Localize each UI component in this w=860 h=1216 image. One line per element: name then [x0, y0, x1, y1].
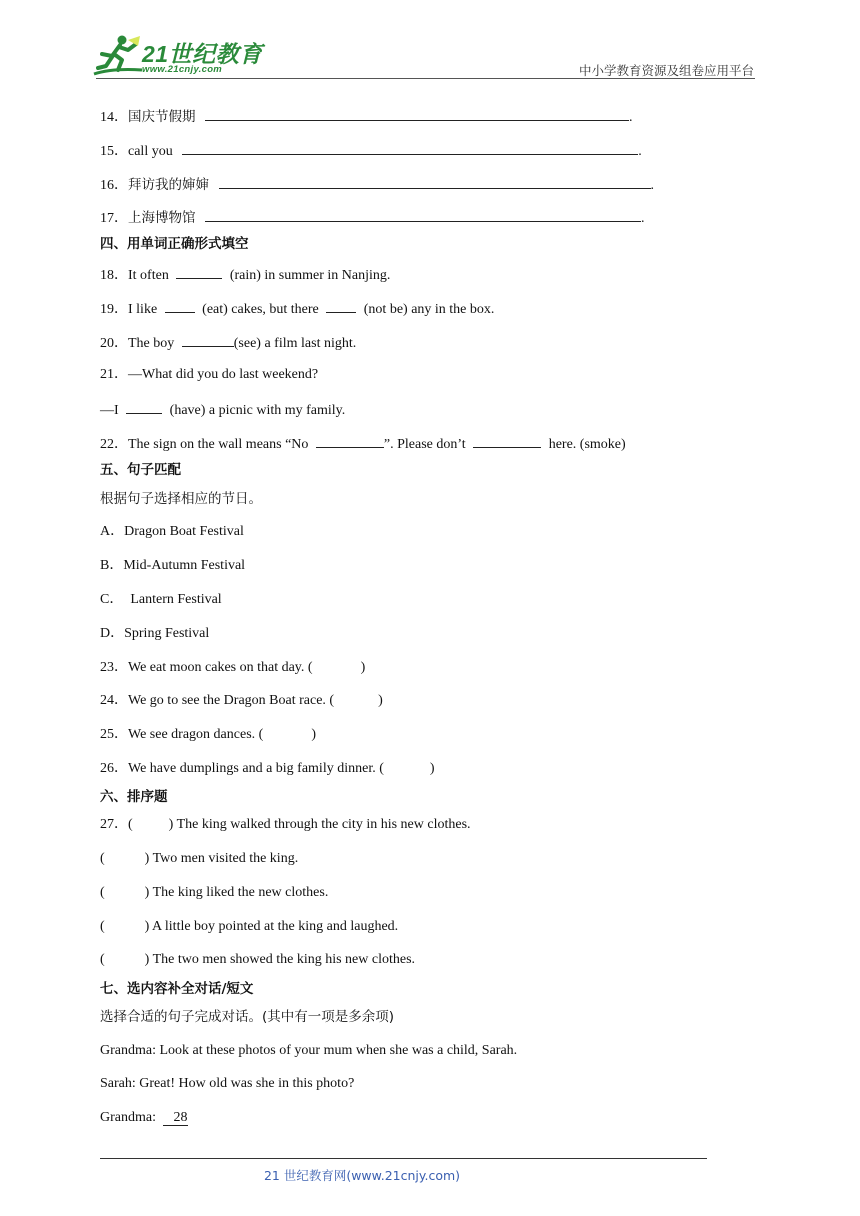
section-4-title: 四、用单词正确形式填空 — [100, 236, 249, 252]
question-15: 15．call you . — [100, 140, 642, 161]
question-16: 16．拜访我的婶婶 . — [100, 174, 654, 195]
question-27-item-3: ( ) The king liked the new clothes. — [100, 885, 329, 900]
question-18: 18．It often (rain) in summer in Nanjing. — [100, 264, 390, 285]
option-a: A．Dragon Boat Festival — [100, 524, 244, 539]
answer-blank[interactable] — [126, 399, 162, 414]
question-14: 14．国庆节假期 . — [100, 106, 633, 127]
question-22: 22．The sign on the wall means “No ”. Please don’t here. (smoke) — [100, 433, 626, 454]
dialogue-line-1: Grandma: Look at these photos of your mum when she was a child, Sarah. — [100, 1043, 518, 1058]
question-17: 17．上海博物馆 . — [100, 207, 645, 228]
answer-blank[interactable] — [205, 207, 641, 222]
section-6-title: 六、排序题 — [100, 789, 168, 805]
logo-text: 21世纪教育 — [142, 41, 263, 67]
answer-blank[interactable] — [326, 298, 356, 313]
section-5-instructions: 根据句子选择相应的节日。 — [100, 491, 262, 507]
question-27-item-4: ( ) A little boy pointed at the king and laughed. — [100, 919, 399, 934]
answer-blank[interactable] — [205, 106, 629, 121]
question-20: 20．The boy (see) a film last night. — [100, 332, 356, 353]
header-divider — [96, 78, 755, 79]
question-27-item-5: ( ) The two men showed the king his new clothes. — [100, 952, 416, 967]
question-26: 26．We have dumplings and a big family dinner. ( ) — [100, 761, 435, 776]
dialogue-line-2: Sarah: Great! How old was she in this photo? — [100, 1076, 355, 1091]
answer-blank[interactable] — [316, 433, 384, 448]
answer-blank[interactable] — [219, 174, 651, 189]
answer-blank[interactable] — [473, 433, 541, 448]
question-19: 19．I like (eat) cakes, but there (not be) any in the box. — [100, 298, 494, 319]
section-7-title: 七、选内容补全对话/短文 — [100, 981, 254, 997]
question-21: 21．—What did you do last weekend? — [100, 367, 319, 382]
answer-blank-28[interactable]: 28 — [163, 1110, 188, 1126]
answer-blank[interactable] — [176, 264, 222, 279]
option-c: C． Lantern Festival — [100, 592, 222, 607]
footer-link[interactable]: 21 世纪教育网(www.21cnjy.com) — [263, 1168, 461, 1183]
runner-logo-icon — [92, 34, 144, 78]
question-27-item-2: ( ) Two men visited the king. — [100, 851, 299, 866]
section-5-title: 五、句子匹配 — [100, 462, 181, 478]
header-slogan: 中小学教育资源及组卷应用平台 — [578, 63, 754, 78]
footer-divider — [100, 1158, 707, 1159]
answer-blank[interactable] — [182, 140, 638, 155]
option-b: B．Mid-Autumn Festival — [100, 558, 246, 573]
question-21-answer: —I (have) a picnic with my family. — [100, 399, 345, 420]
answer-blank[interactable] — [165, 298, 195, 313]
question-24: 24．We go to see the Dragon Boat race. ( ) — [100, 693, 383, 708]
site-logo — [92, 34, 262, 78]
section-7-instructions: 选择合适的句子完成对话。(其中有一项是多余项) — [100, 1009, 395, 1025]
question-23: 23．We eat moon cakes on that day. ( ) — [100, 660, 366, 675]
question-27: 27．( ) The king walked through the city in his new clothes. — [100, 817, 471, 832]
logo-url: www.21cnjy.com — [142, 64, 223, 75]
answer-blank[interactable] — [182, 332, 234, 347]
page-header — [0, 0, 860, 82]
option-d: D．Spring Festival — [100, 626, 210, 641]
question-25: 25．We see dragon dances. ( ) — [100, 727, 316, 742]
page-footer — [0, 1166, 860, 1184]
dialogue-line-3: Grandma: 28 — [100, 1110, 188, 1125]
